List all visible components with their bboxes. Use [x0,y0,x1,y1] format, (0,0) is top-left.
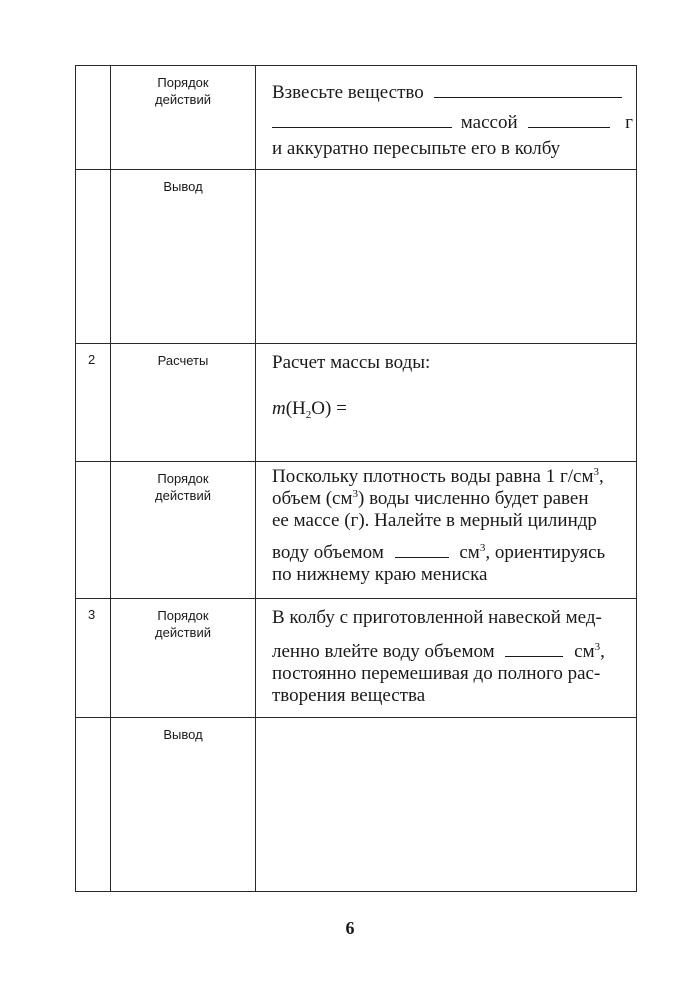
row-label: Порядок действий [155,75,211,107]
table-row [76,718,637,892]
weigh-text: Взвесьте вещество [272,82,424,103]
water-volume-blank[interactable] [395,542,449,558]
row-label: Вывод [163,179,203,194]
table-row [76,66,637,170]
step-number: 3 [88,607,96,622]
page-number: 6 [345,918,355,938]
row-content-cell [256,344,637,462]
pour-volume-blank[interactable] [505,641,563,657]
worksheet-table [75,65,637,892]
table-row [76,170,637,344]
row-content-cell: В колбу с приготовленной навеской мед- ленно влейте воду объемом $см^3$, постоянно перемешивая до полного рас- творения вещества [256,599,637,718]
step-number-cell [76,462,111,599]
row-label: Расчеты [157,353,209,368]
calc-title: Расчет массы воды: [272,352,431,373]
step-number-cell [76,66,111,170]
substance-blank-continued[interactable] [272,112,452,128]
row-content-cell [256,66,637,170]
row-label: Порядок действий [155,471,211,503]
row-label: Порядок действий [155,608,211,640]
step-number-cell [76,344,111,462]
row-content-cell: Поскольку плотность воды равна 1 $г/см^3$, объем $(см^3)$ воды численно будет равен ее массе (г). Налейте в мерный цилиндр воду объемом $см^3$, ориентируясь по нижнему краю мениска [256,462,637,599]
conclusion-answer-area[interactable] [256,170,637,344]
row-label-cell [111,66,256,170]
row-label-cell [111,462,256,599]
row-label-cell [111,718,256,892]
mass-blank[interactable] [528,112,610,128]
substance-blank[interactable] [434,82,622,98]
conclusion-answer-area[interactable] [256,718,637,892]
step-number-cell [76,599,111,718]
row-label-cell [111,344,256,462]
table-row [76,599,637,718]
mass-text: массой [460,112,518,133]
step-number-cell [76,170,111,344]
row-label: Вывод [163,727,203,742]
step-number: 2 [88,352,96,367]
row-label-cell [111,599,256,718]
table-row [76,344,637,462]
step-number-cell [76,718,111,892]
water-mass-formula: $m(H_2O)$ = [272,398,347,421]
unit-g: г [625,112,633,133]
pour-text: и аккуратно пересыпьте его в колбу [272,138,561,159]
row-label-cell [111,170,256,344]
table-row [76,462,637,599]
